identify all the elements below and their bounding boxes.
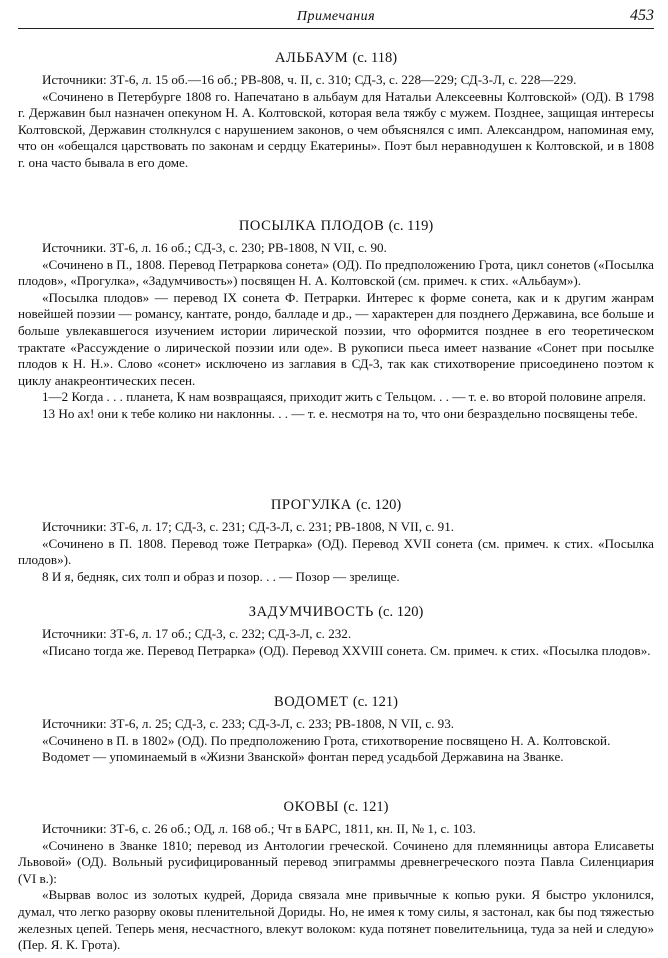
commentary-paragraph: Водомет — упоминаемый в «Жизни Званской» фонтан перед усадьбой Державина на Званке.: [42, 749, 564, 765]
commentary-paragraph: «Сочинено в П. в 1802» (ОД). По предположению Грота, стихотворение посвящено Н. А. Колтовской.: [42, 732, 611, 748]
page: [18, 6, 654, 953]
section-heading: ПРОГУЛКА (с. 120): [270, 497, 402, 513]
section-albaum: [18, 49, 654, 172]
section-okovy: [18, 798, 654, 954]
commentary-paragraph: «Посылка плодов» — перевод IX сонета Ф. Петрарки. Интерес к форме сонета, как и к другим жанрам новейшей поэзии — романсу, кантате, рондо, балладе и др., — характерен для позднего Державина, все больше и больше увлекавшегося изучением истории лирической поэзии, что оформится позднее в его теоретическом трактате «Рассуждение о лирической поэзии или оде». В рукописи пьеса имеет название «Сонет при посылке плодов к Н. Н.». Слово «сонет» исключено из заглавия в СД-3, так как стихотворение присоединено поэтом к циклу анакреонтических песен.: [18, 289, 654, 388]
commentary-paragraph: «Сочинено в Петербурге 1808 го. Напечатано в альбаум для Натальи Алексеевны Колтовской» (ОД). В 1798 г. Державин был назначен опекуном Н. А. Колтовской, которая вела тяжбу с мужем. Позднее, защищая интересы Колтовской, Державин столкнулся с нарушением законов, о чем объяснялся с имп. Александром, напоминая ему, что он «обещался царствовать по законам и сердцу Екатерины». Поэт был неравнодушен к Колтовской, и в 1808 г. она часто бывала в его доме.: [18, 88, 654, 170]
sources-paragraph: Источники: ЗТ-6, л. 17 об.; СД-3, с. 232; СД-3-Л, с. 232.: [42, 626, 352, 641]
section-heading: ОКОВЫ (с. 121): [283, 799, 389, 815]
section-zadumchivost: [18, 603, 654, 659]
running-title: Примечания: [296, 9, 376, 24]
commentary-paragraph: «Писано тогда же. Перевод Петрарка» (ОД). Перевод XXVIII сонета. См. примеч. к стих. «Посылка плодов».: [42, 642, 651, 658]
section-progulka: [18, 496, 654, 585]
sources-paragraph: Источники: ЗТ-6, л. 15 об.—16 об.; РВ-808, ч. II, с. 310; СД-3, с. 228—229; СД-3-Л, с. 228—229.: [42, 72, 577, 87]
commentary-paragraph: «Сочинено в П. 1808. Перевод тоже Петрарка» (ОД). Перевод XVII сонета (см. примеч. к стих. «Посылка плодов»).: [18, 535, 654, 568]
sources-paragraph: Источники: ЗТ-6, л. 25; СД-3, с. 233; СД-3-Л, с. 233; РВ-1808, N VII, с. 93.: [42, 716, 455, 731]
running-head: [18, 6, 654, 29]
commentary-paragraph: «Сочинено в П., 1808. Перевод Петраркова сонета» (ОД). По предположению Грота, цикл сонетов («Посылка плодов», «Прогулка», «Задумчивость») посвящен Н. А. Колтовской (см. примеч. к стих. «Альбаум»).: [18, 256, 654, 289]
section-heading: АЛЬБАУМ (с. 118): [274, 50, 398, 66]
sources-paragraph: Источники. ЗТ-6, л. 16 об.; СД-3, с. 230; РВ-1808, N VII, с. 90.: [42, 240, 387, 255]
quotation-paragraph: «Вырвав волос из золотых кудрей, Дорида связала мне привычные к копью руки. Я быстро уклонился, думал, что легко разорву оковы пленительной Дориды. Но, не имея к тому силы, я застонал, как бы под тяжестью железных цепей. Теперь меня, несчастного, влекут волоком: куда потянет повелительница, туда за ней и следую» (Пер. Я. К. Грота).: [18, 887, 654, 953]
line-note: 13 Но ах! они к тебе колико ни наклонны. . . — т. е. несмотря на то, что они безраздельно посвящены тебе.: [42, 405, 638, 421]
line-note: 1—2 Когда . . . планета, К нам возвращаяся, приходит жить с Тельцом. . . — т. е. во второй половине апреля.: [42, 389, 647, 405]
sources-paragraph: Источники: ЗТ-6, л. 17; СД-3, с. 231; СД-3-Л, с. 231; РВ-1808, N VII, с. 91.: [42, 519, 455, 534]
sources-paragraph: Источники: ЗТ-6, с. 26 об.; ОД, л. 168 об.; Чт в БАРС, 1811, кн. II, № 1, с. 103.: [42, 821, 476, 836]
line-note: 8 И я, бедняк, сих толп и образ и позор. . . — Позор — зрелище.: [42, 568, 400, 584]
section-heading: ЗАДУМЧИВОСТЬ (с. 120): [248, 604, 424, 620]
section-vodomet: [18, 693, 654, 766]
commentary-paragraph: «Сочинено в Званке 1810; перевод из Антологии греческой. Сочинено для племянницы автора Елисаветы Львовой» (ОД). Вольный русифицированный перевод эпиграммы древнегреческого поэта Павла Силенциария (VI в.):: [18, 837, 654, 886]
section-heading: ВОДОМЕТ (с. 121): [274, 694, 398, 710]
section-posylka-plodov: [18, 217, 654, 423]
page-number: 453: [630, 7, 654, 24]
section-heading: ПОСЫЛКА ПЛОДОВ (с. 119): [238, 218, 434, 234]
